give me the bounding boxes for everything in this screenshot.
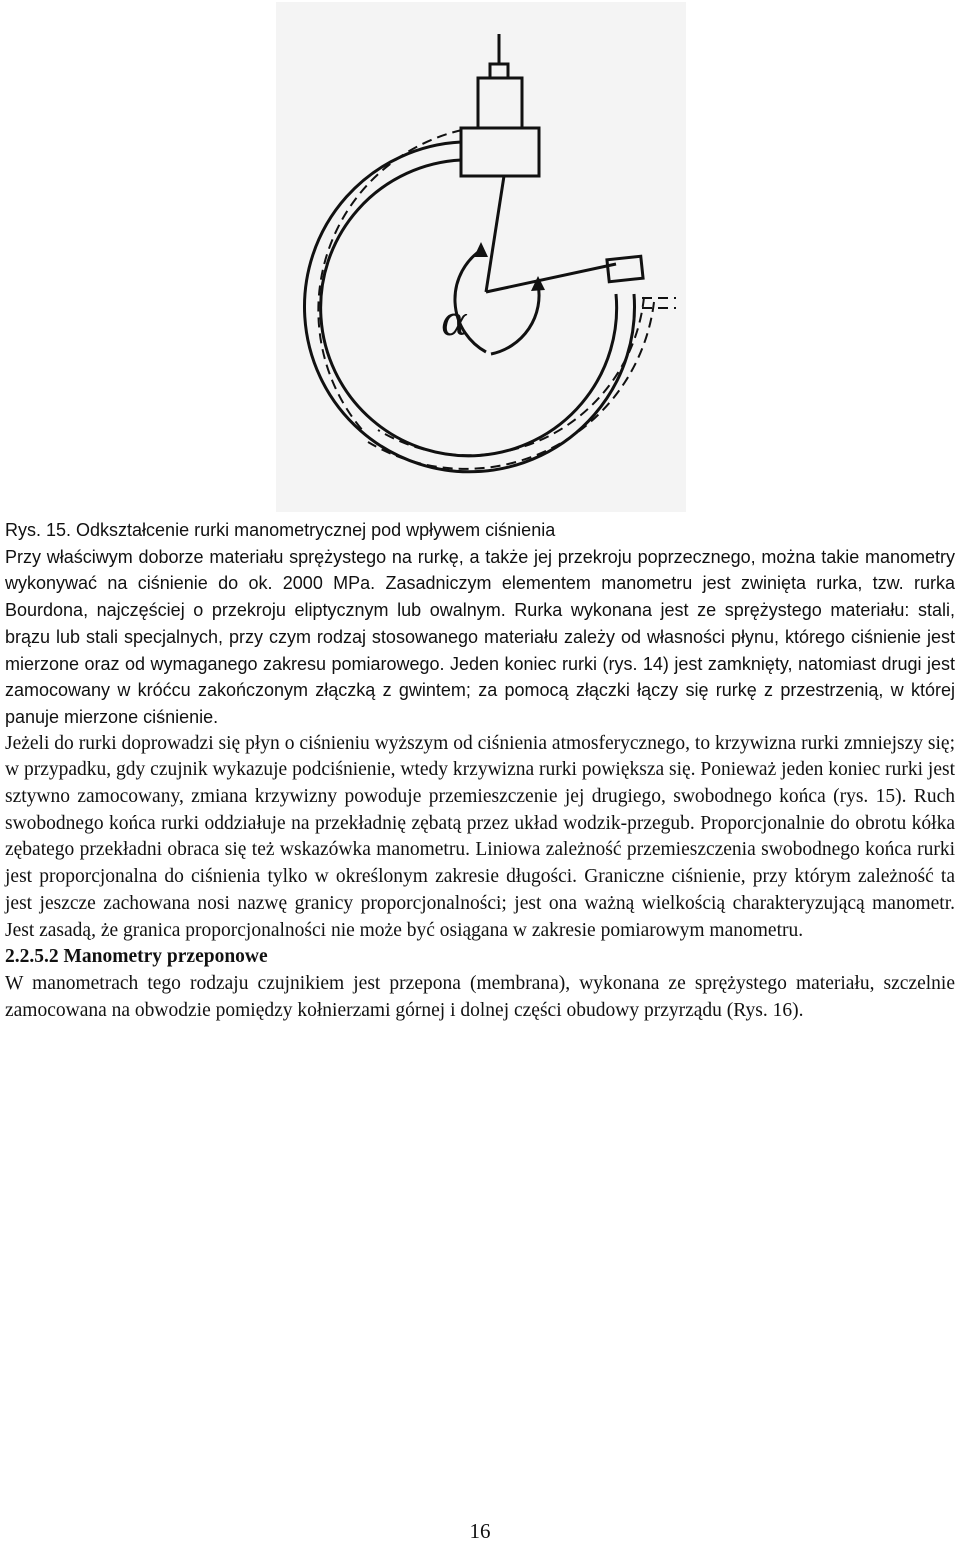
paragraph-2: Jeżeli do rurki doprowadzi się płyn o ciśnieniu wyższym od ciśnienia atmosferycznego, to krzywizna rurki zmniejszy się; w przypadku, gdy czujnik wykazuje podciśnienie, wtedy krzywizna rurki powiększa się. Ponieważ jeden koniec rurki jest sztywno zamocowany, zmiana krzywizny powoduje przemieszczenie jej drugiego, swobodnego końca (rys. 15). Ruch swobodnego końca rurki oddziałuje na przekładnię zębatą przez układ wodzik-przegub. Proporcjonalnie do obrotu kółka zębatego przekładni obraca się też wskazówka manometru. Liniowa zależność przemieszczenia swobodnego końca rurki jest proporcjonalna do ciśnienia tylko w określonym zakresie długości. Graniczne ciśnienie, przy którym zależność ta jest jeszcze zachowana nosi nazwę granicy proporcjonalności; jest ona ważną wielkością charakteryzującą manometr. Jest zasadą, że granica proporcjonalności nie może być osiągana w zakresie pomiarowym manometru.: [5, 732, 955, 941]
section-title: Manometry przeponowe: [63, 946, 268, 968]
section-heading: [5, 944, 955, 971]
dashed-arc-outer-left: [318, 130, 462, 432]
stem-nut: [490, 64, 508, 78]
link-line-b: [486, 264, 616, 292]
bourdon-tube-diagram: [276, 2, 686, 512]
dashed-arc-inner-right: [378, 297, 644, 455]
tube-inner-wall: [321, 160, 617, 456]
tube-outer-wall: [304, 142, 634, 472]
alpha-label: α: [441, 299, 469, 345]
angle-arc-right: [491, 284, 539, 354]
document-body: [5, 517, 955, 1024]
angle-arrow-top: [474, 242, 488, 257]
connector-upper: [478, 78, 522, 128]
section-paragraph: W manometrach tego rodzaju czujnikiem jest przepona (membrana), wykonana ze sprężystego materiału, szczelnie zamocowana na obwodzie pomiędzy kołnierzami górnej i dolnej części obudowy przyrządu (Rys. 16).: [5, 972, 955, 1021]
paragraph-1: Przy właściwym doborze materiału sprężystego na rurkę, a także jej przekroju poprzecznego, można takie manometry wykonywać na ciśnienie do ok. 2000 MPa. Zasadniczym elementem manometru jest zwinięta rurka, tzw. rurka Bourdona, najczęściej o przekroju eliptycznym lub owalnym. Rurka wykonana jest ze sprężystego materiału: stali, brązu lub stali specjalnych, przy czym rodzaj stosowanego materiału zależy od własności płynu, którego ciśnienie jest mierzone oraz od wymaganego zakresu pomiarowego. Jeden koniec rurki (rys. 14) jest zamknięty, natomiast drugi jest zamocowany w króćcu zakończonym złączką z gwintem; za pomocą złączki łączy się rurkę z przestrzenią, w której panuje mierzone ciśnienie.: [5, 546, 955, 727]
bourdon-tube-figure: [276, 2, 686, 512]
connector-lower: [461, 128, 539, 176]
tube-end-cap: [607, 256, 643, 281]
link-line-a: [486, 176, 504, 292]
page-number: 16: [469, 1519, 491, 1543]
figure-caption: Rys. 15. Odkształcenie rurki manometrycznej pod wpływem ciśnienia: [5, 520, 556, 540]
section-number: 2.2.5.2: [5, 946, 59, 968]
